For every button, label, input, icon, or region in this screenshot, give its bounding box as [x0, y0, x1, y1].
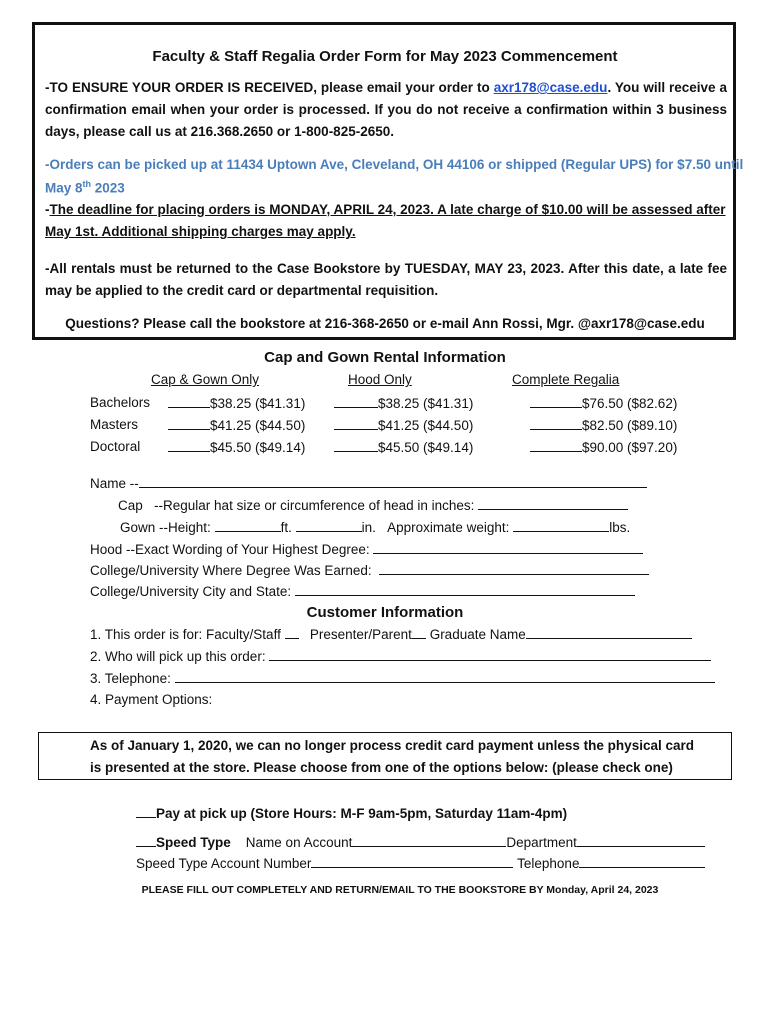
college-blank[interactable]: [379, 562, 649, 575]
notice-line1: As of January 1, 2020, we can no longer process credit card payment unless the physical card: [90, 738, 694, 753]
pay-at-pickup-checkbox[interactable]: [136, 805, 156, 818]
col-header-complete: Complete Regalia: [512, 372, 620, 387]
rental-row-label: Doctoral: [90, 439, 141, 454]
presenter-label: Presenter/Parent: [309, 627, 412, 642]
price-complete-bachelors[interactable]: [530, 395, 677, 411]
speed-type-option[interactable]: [136, 834, 705, 850]
checkbox-blank[interactable]: [334, 439, 378, 452]
footer-instruction: PLEASE FILL OUT COMPLETELY AND RETURN/EMAIL TO THE BOOKSTORE BY Monday, April 24, 2023: [141, 884, 659, 896]
cap-size-blank[interactable]: [478, 497, 628, 510]
price-value: $45.50 ($49.14): [210, 440, 306, 455]
price-cap-gown-bachelors[interactable]: [168, 395, 305, 411]
pickup-shipping-line2: [45, 179, 125, 196]
pay-at-pickup-option[interactable]: [136, 805, 567, 821]
checkbox-blank[interactable]: [168, 395, 210, 408]
cap-size-field[interactable]: [118, 497, 628, 513]
deadline-line1: [45, 202, 726, 217]
speed-type-checkbox[interactable]: [136, 834, 156, 847]
checkbox-blank[interactable]: [530, 395, 582, 408]
college-label: College/University Where Degree Was Earned:: [90, 563, 372, 578]
in-label: in.: [361, 520, 376, 535]
account-number-field[interactable]: [136, 855, 705, 871]
payment-telephone-label: Telephone: [517, 856, 580, 871]
name-on-account-label: Name on Account: [245, 835, 353, 850]
pay-at-pickup-label: Pay at pick up (Store Hours: M-F 9am-5pm, Saturday 11am-4pm): [156, 806, 568, 821]
price-value: $41.25 ($44.50): [210, 418, 306, 433]
height-in-blank[interactable]: [296, 519, 362, 532]
weight-blank[interactable]: [513, 519, 609, 532]
city-state-blank[interactable]: [295, 583, 635, 596]
city-state-label: College/University City and State:: [90, 584, 292, 599]
pickup-date-sup: th: [82, 179, 92, 189]
deadline-line2: May 1st. Additional shipping charges may apply.: [45, 224, 356, 239]
checkbox-blank[interactable]: [168, 439, 210, 452]
name-label: Name --: [90, 476, 139, 491]
col-header-cap-gown: Cap & Gown Only: [151, 372, 260, 387]
price-complete-doctoral[interactable]: [530, 439, 677, 455]
gown-field[interactable]: [120, 519, 630, 535]
pickup-person-blank[interactable]: [269, 648, 711, 661]
price-cap-gown-doctoral[interactable]: [168, 439, 305, 455]
price-value: $76.50 ($82.62): [582, 396, 678, 411]
customer-title: Customer Information: [306, 604, 464, 621]
telephone-field[interactable]: [90, 670, 715, 686]
pickup-date-main: May 8: [45, 180, 83, 196]
weight-label: Approximate weight:: [387, 520, 510, 535]
price-hood-masters[interactable]: [334, 417, 473, 433]
price-hood-bachelors[interactable]: [334, 395, 473, 411]
graduate-label: Graduate Name: [429, 627, 526, 642]
email-instructions-prefix: -TO ENSURE YOUR ORDER IS RECEIVED, please email your order to: [45, 80, 494, 95]
payment-options-label: 4. Payment Options:: [90, 692, 213, 707]
price-value: $41.25 ($44.50): [378, 418, 474, 433]
hood-degree-field[interactable]: [90, 541, 643, 557]
deadline-dash: -: [45, 202, 50, 217]
telephone-label: 3. Telephone:: [90, 671, 171, 686]
name-on-account-blank[interactable]: [352, 834, 506, 847]
price-value: $45.50 ($49.14): [378, 440, 474, 455]
col-header-hood: Hood Only: [348, 372, 412, 387]
checkbox-blank[interactable]: [530, 417, 582, 430]
telephone-blank[interactable]: [175, 670, 715, 683]
pickup-person-label: 2. Who will pick up this order:: [90, 649, 266, 664]
pickup-date-year: 2023: [91, 180, 125, 196]
rental-row-label: Masters: [90, 417, 139, 432]
department-blank[interactable]: [577, 834, 705, 847]
pickup-person-field[interactable]: [90, 648, 711, 664]
speed-type-label: Speed Type: [156, 835, 231, 850]
hood-degree-blank[interactable]: [373, 541, 643, 554]
order-for-label: 1. This order is for: Faculty/Staff: [90, 627, 281, 642]
price-hood-doctoral[interactable]: [334, 439, 473, 455]
questions-line: Questions? Please call the bookstore at 216-368-2650 or e-mail Ann Rossi, Mgr. @axr178@case.edu: [65, 316, 705, 331]
hood-label: Hood --Exact Wording of Your Highest Degree:: [90, 542, 370, 557]
graduate-name-blank[interactable]: [526, 626, 692, 639]
name-blank[interactable]: [139, 475, 647, 488]
cap-label: Cap: [118, 498, 143, 513]
return-policy: -All rentals must be returned to the Case Bookstore by TUESDAY, MAY 23, 2023. After this date, a late fee may be applied to the credit card or departmental requisition.: [45, 261, 727, 298]
rental-title: Cap and Gown Rental Information: [264, 349, 506, 366]
price-value: $90.00 ($97.20): [582, 440, 678, 455]
order-for-field[interactable]: [90, 626, 692, 642]
lbs-label: lbs.: [609, 520, 631, 535]
faculty-staff-blank[interactable]: [285, 626, 299, 639]
ft-label: ft.: [280, 520, 292, 535]
rental-row-label: Bachelors: [90, 395, 151, 410]
height-ft-blank[interactable]: [215, 519, 281, 532]
checkbox-blank[interactable]: [168, 417, 210, 430]
price-complete-masters[interactable]: [530, 417, 677, 433]
email-instructions: [45, 77, 727, 143]
price-value: $38.25 ($41.31): [378, 396, 474, 411]
checkbox-blank[interactable]: [530, 439, 582, 452]
notice-line2: is presented at the store. Please choose from one of the options below: (please check one): [90, 760, 673, 775]
deadline-text-1: The deadline for placing orders is MONDAY, APRIL 24, 2023. A late charge of $10.00 will be assessed after: [49, 202, 726, 217]
account-number-label: Speed Type Account Number: [136, 856, 312, 871]
college-field[interactable]: [90, 562, 649, 578]
payment-telephone-blank[interactable]: [579, 855, 705, 868]
price-cap-gown-masters[interactable]: [168, 417, 305, 433]
order-email-link[interactable]: axr178@case.edu: [493, 80, 608, 95]
department-label: Department: [506, 835, 577, 850]
price-value: $82.50 ($89.10): [582, 418, 678, 433]
form-title: Faculty & Staff Regalia Order Form for May 2023 Commencement: [152, 48, 618, 65]
presenter-blank[interactable]: [412, 626, 426, 639]
gown-label: Gown --Height:: [120, 520, 211, 535]
checkbox-blank[interactable]: [334, 395, 378, 408]
account-number-blank[interactable]: [311, 855, 513, 868]
email-instructions-suffix: . You will receive a confirmation email when your order is processed. If you do not receive a confirmation within 3 business days, please call us at 216.368.2650 or 1-800-825-2650.: [45, 80, 728, 139]
cap-desc: --Regular hat size or circumference of head in inches:: [154, 498, 475, 513]
pickup-shipping-line1: -Orders can be picked up at 11434 Uptown Ave, Cleveland, OH 44106 or shipped (Regular UPS) for $7.50 until: [45, 157, 744, 172]
name-field[interactable]: [90, 475, 647, 491]
price-value: $38.25 ($41.31): [210, 396, 306, 411]
city-state-field[interactable]: [90, 583, 635, 599]
checkbox-blank[interactable]: [334, 417, 378, 430]
